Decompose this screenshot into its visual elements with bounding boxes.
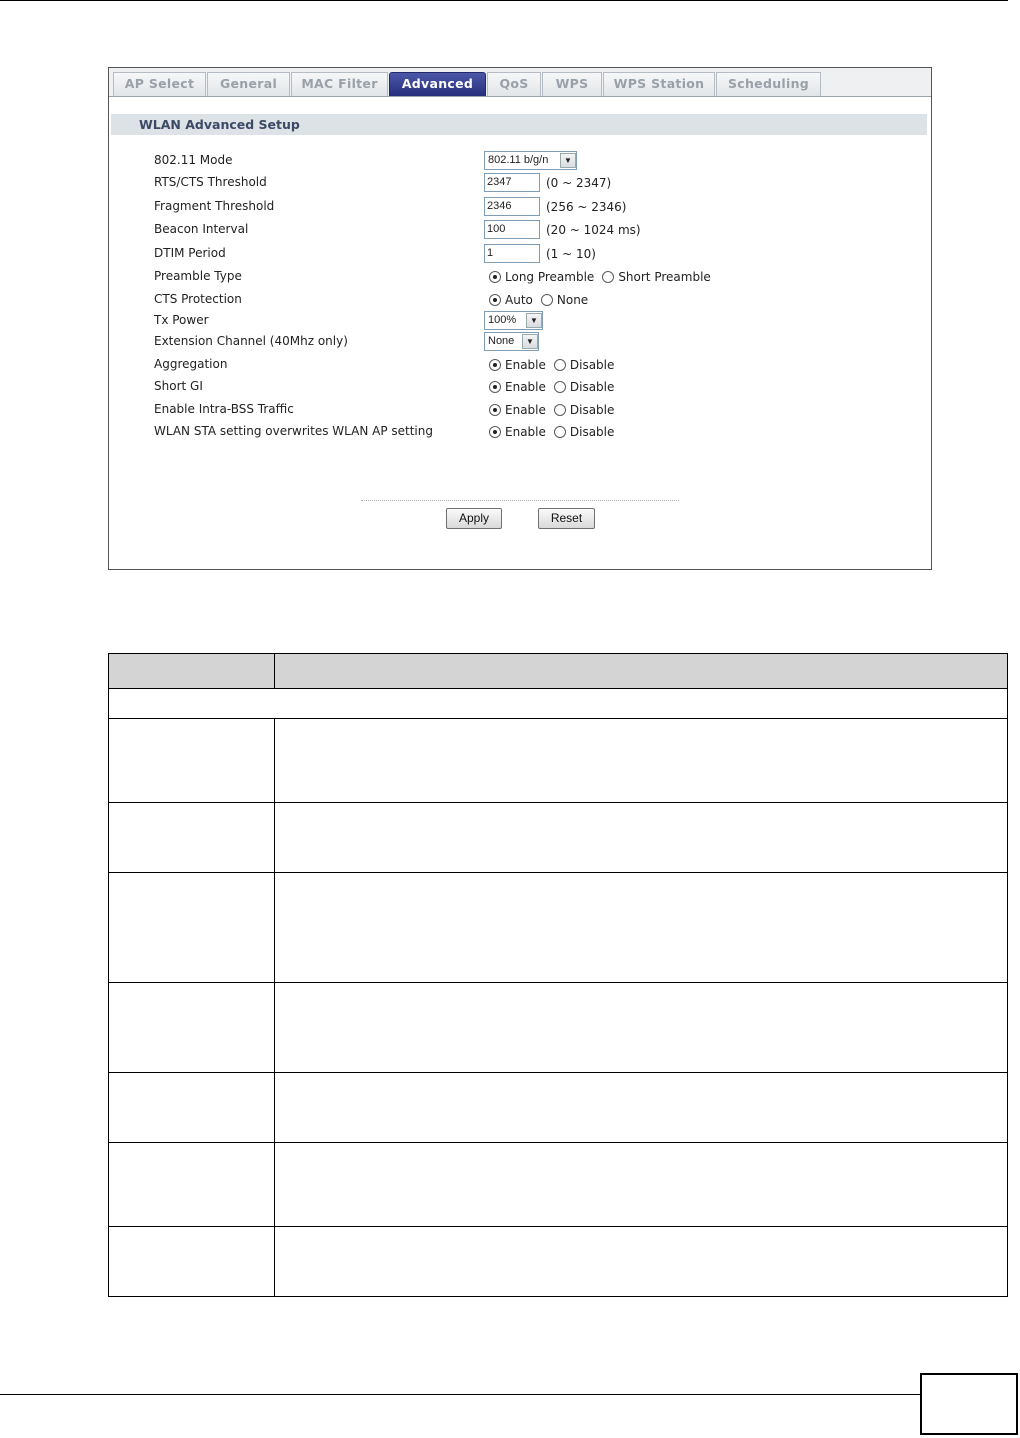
intrabss-enable-radio[interactable]: [489, 404, 501, 416]
reset-button[interactable]: Reset: [538, 508, 595, 529]
extch-value: None: [488, 335, 515, 347]
table-header-cell: [109, 654, 275, 689]
section-title: WLAN Advanced Setup: [139, 117, 300, 132]
shortgi-disable-radio[interactable]: [554, 381, 566, 393]
rts-label: RTS/CTS Threshold: [154, 175, 267, 189]
aggr-enable-label: Enable: [505, 358, 546, 372]
table-row: [109, 873, 1008, 983]
rts-hint: (0 ~ 2347): [546, 175, 612, 190]
cts-auto-label: Auto: [505, 293, 533, 307]
table-cell: [109, 983, 275, 1073]
aggr-disable-radio[interactable]: [554, 359, 566, 371]
aggr-label: Aggregation: [154, 357, 228, 371]
shortgi-disable-label: Disable: [569, 380, 615, 394]
frag-control: [484, 197, 627, 216]
cts-none-label: None: [556, 293, 589, 307]
tab-wps-station[interactable]: WPS Station: [603, 72, 715, 96]
table-row: [109, 803, 1008, 873]
apply-button[interactable]: Apply: [446, 508, 502, 529]
table-row: [109, 719, 1008, 803]
tab-wps[interactable]: WPS: [542, 72, 602, 96]
beacon-label: Beacon Interval: [154, 222, 249, 236]
overwrite-disable-radio[interactable]: [554, 426, 566, 438]
rts-control: [484, 173, 611, 192]
intrabss-disable-radio[interactable]: [554, 404, 566, 416]
shortgi-control: [484, 380, 622, 394]
dtim-control: [484, 244, 596, 263]
table-cell: [275, 1227, 1008, 1297]
table-cell: [109, 689, 1008, 719]
chevron-down-icon: ▼: [526, 313, 542, 328]
table-cell: [109, 1143, 275, 1227]
table-cell: [275, 1143, 1008, 1227]
extch-label: Extension Channel (40Mhz only): [154, 334, 348, 348]
cts-control: [484, 293, 596, 307]
overwrite-control: [484, 425, 622, 439]
table-cell: [109, 1073, 275, 1143]
shortgi-label: Short GI: [154, 379, 203, 393]
overwrite-label: WLAN STA setting overwrites WLAN AP setting: [154, 424, 433, 438]
beacon-control: [484, 220, 641, 239]
table-cell: [109, 1227, 275, 1297]
aggr-disable-label: Disable: [569, 358, 615, 372]
description-table: [108, 653, 1008, 1297]
dtim-label: DTIM Period: [154, 246, 226, 260]
aggr-enable-radio[interactable]: [489, 359, 501, 371]
table-header-row: [109, 654, 1008, 689]
beacon-hint: (20 ~ 1024 ms): [546, 222, 641, 237]
txpower-select[interactable]: [484, 311, 543, 330]
table-header-cell: [275, 654, 1008, 689]
button-divider: [361, 500, 679, 501]
tab-bar: [109, 68, 931, 97]
overwrite-enable-radio[interactable]: [489, 426, 501, 438]
frag-input[interactable]: 2346: [484, 197, 540, 216]
table-cell: [109, 803, 275, 873]
chevron-down-icon: ▼: [522, 334, 538, 349]
extch-control: [484, 332, 539, 351]
dtim-input[interactable]: 1: [484, 244, 540, 263]
overwrite-disable-label: Disable: [569, 425, 615, 439]
table-cell: [275, 1073, 1008, 1143]
cts-label: CTS Protection: [154, 292, 242, 306]
tab-advanced[interactable]: Advanced: [389, 72, 486, 96]
preamble-control: [484, 270, 719, 284]
preamble-long-radio[interactable]: [489, 271, 501, 283]
txpower-label: Tx Power: [154, 313, 209, 327]
mode-select[interactable]: [484, 151, 577, 170]
preamble-label: Preamble Type: [154, 269, 242, 283]
tab-ap-select[interactable]: AP Select: [113, 72, 206, 96]
mode-control: [484, 151, 577, 170]
table-row: [109, 1073, 1008, 1143]
page-number-box: [920, 1373, 1018, 1435]
table-row: [109, 1143, 1008, 1227]
mode-label: 802.11 Mode: [154, 153, 233, 167]
txpower-control: [484, 311, 543, 330]
preamble-short-label: Short Preamble: [618, 270, 711, 284]
chevron-down-icon: ▼: [560, 153, 576, 168]
section-header: [111, 114, 927, 135]
table-row: [109, 983, 1008, 1073]
txpower-value: 100%: [488, 314, 517, 326]
dtim-hint: (1 ~ 10): [546, 246, 596, 261]
tab-general[interactable]: General: [207, 72, 290, 96]
tab-mac-filter[interactable]: MAC Filter: [291, 72, 388, 96]
intrabss-disable-label: Disable: [569, 403, 615, 417]
table-row: [109, 1227, 1008, 1297]
table-cell: [275, 873, 1008, 983]
overwrite-enable-label: Enable: [505, 425, 546, 439]
table-cell: [275, 983, 1008, 1073]
rts-input[interactable]: 2347: [484, 173, 540, 192]
frag-label: Fragment Threshold: [154, 199, 275, 213]
intrabss-label: Enable Intra-BSS Traffic: [154, 402, 294, 416]
tab-scheduling[interactable]: Scheduling: [716, 72, 821, 96]
intrabss-enable-label: Enable: [505, 403, 546, 417]
extch-select[interactable]: [484, 332, 539, 351]
beacon-input[interactable]: 100: [484, 220, 540, 239]
table-row: [109, 689, 1008, 719]
preamble-long-label: Long Preamble: [505, 270, 595, 284]
mode-value: 802.11 b/g/n: [488, 154, 549, 166]
cts-none-radio[interactable]: [541, 294, 553, 306]
footer-rule: [0, 1394, 920, 1395]
preamble-short-radio[interactable]: [602, 271, 614, 283]
table-cell: [109, 873, 275, 983]
wlan-advanced-screen: [108, 67, 932, 570]
cts-auto-radio[interactable]: [489, 294, 501, 306]
frag-hint: (256 ~ 2346): [546, 199, 627, 214]
header-rule: [0, 0, 1008, 1]
table-cell: [109, 719, 275, 803]
shortgi-enable-label: Enable: [505, 380, 546, 394]
table-cell: [275, 803, 1008, 873]
intrabss-control: [484, 403, 622, 417]
aggr-control: [484, 358, 622, 372]
shortgi-enable-radio[interactable]: [489, 381, 501, 393]
table-cell: [275, 719, 1008, 803]
tab-qos[interactable]: QoS: [487, 72, 541, 96]
